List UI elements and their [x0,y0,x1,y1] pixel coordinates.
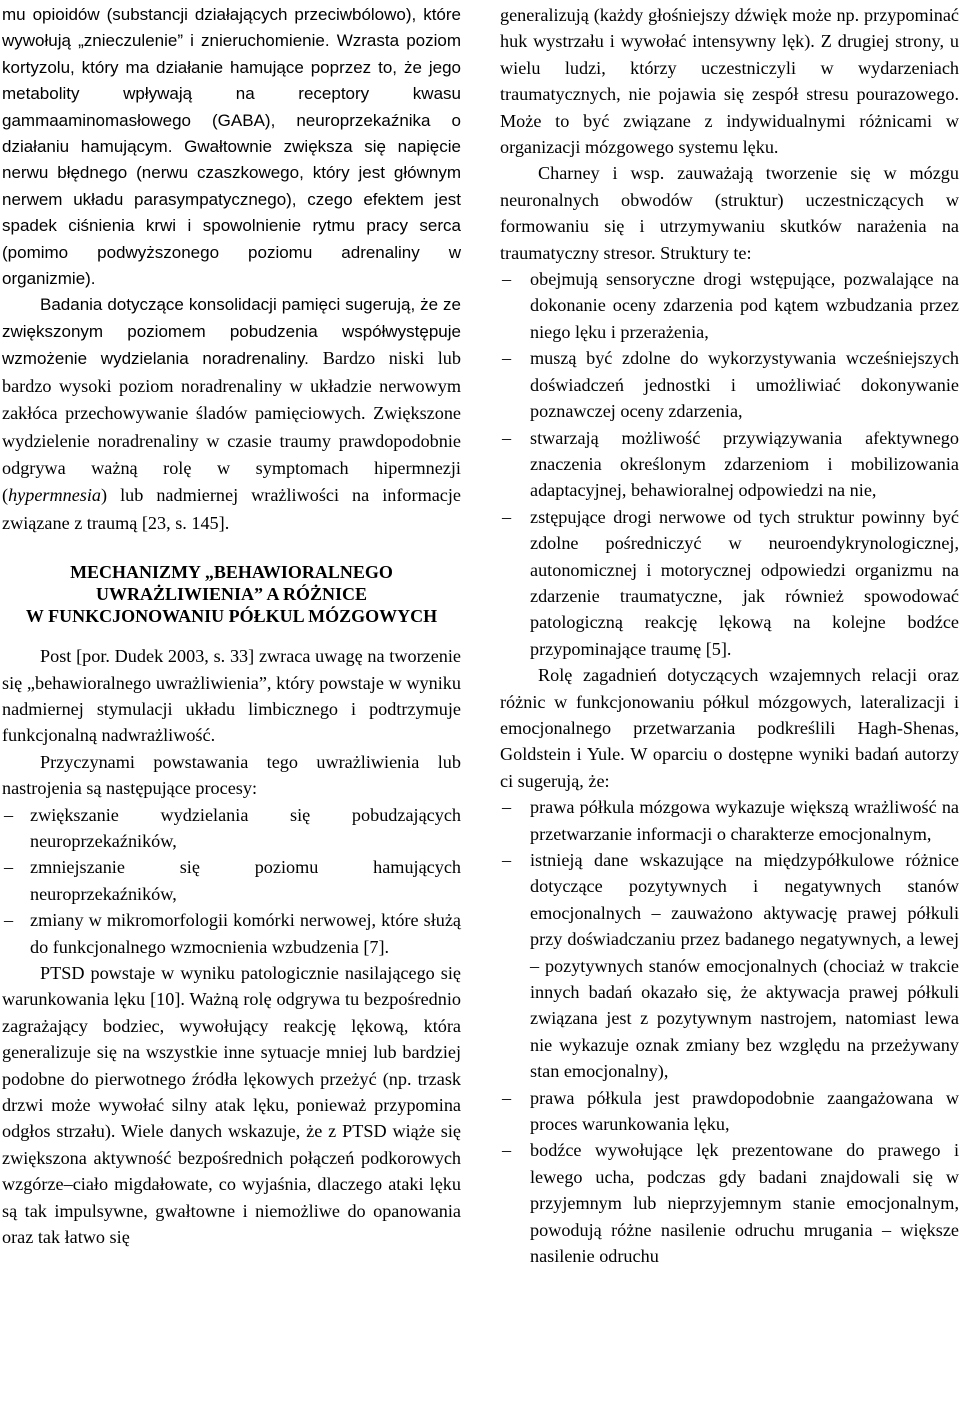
list-item: – prawa półkula mózgowa wykazuje większą wrażliwość na przetwarzanie informacji o charakterze emocjonalnym, [500,794,959,847]
paragraph-post: Post [por. Dudek 2003, s. 33] zwraca uwagę na tworzenie się „behawioralnego uwrażliwienia”, który powstaje w wyniku nadmiernej stymulacji układu limbicznego i podtrzymuje funkcjonalną nadwrażliwość. [2,646,461,746]
section-heading [2,561,461,627]
paragraph-opioids [2,2,461,292]
list-item: – muszą być zdolne do wykorzystywania wcześniejszych doświadczeń jednostki i umożliwiać dokonywanie poznawczej oceny zdarzenia, [500,345,959,424]
list-item: – zwiększanie wydzielania się pobudzających neuroprzekaźników, [2,802,461,855]
list-item: – zmiany w mikromorfologii komórki nerwowej, które służą do funkcjonalnego wzmocnienia wzbudzenia [7]. [2,907,461,960]
paragraph-hemispheres: Rolę zagadnień dotyczących wzajemnych relacji oraz różnic w funkcjonowaniu półkul mózgowych, lateralizacji i emocjonalnego przetwarzania podkreślili Hagh-Shenas, Goldstein i Yule. W oparciu o dostępne wyniki badań autorzy ci sugerują, że: [500,665,959,791]
causes-list [2,802,461,960]
list-item: – zstępujące drogi nerwowe od tych struktur powinny być zdolne pośredniczyć w neuroendykrynologicznej, autonomicznej i motorycznej odpowiedzi organizmu na zdarzenie traumatyczne, jak również spowodować patologiczną reakcję lękową na kolejne bodźce przypominające traumę [5]. [500,504,959,662]
heading-line-3: W FUNKCJONOWANIU PÓŁKUL MÓZGOWYCH [25,606,438,627]
right-column [500,2,959,1270]
list-item: – obejmują sensoryczne drogi wstępujące, pozwalające na dokonanie oceny zdarzenia pod kątem wzbudzania przez niego lęku i przerażenia, [500,266,959,345]
left-column [2,2,461,1250]
heading-line-1: MECHANIZMY „BEHAWIORALNEGO [70,562,393,583]
heading-line-2: UWRAŻLIWIENIA” A RÓŻNICE [95,584,368,605]
paragraph-causes: Przyczynami powstawania tego uwrażliwienia lub nastrojenia są następujące procesy: [2,751,461,799]
paragraph-memory-consolidation [2,292,461,537]
list-item: – bodźce wywołujące lęk prezentowane do prawego i lewego ucha, podczas gdy badani znajdowali się w przyjemnym lub nieprzyjemnym stanie emocjonalnym, powodują różne nasilenie odruchu mrugania – większe nasilenie odruchu [500,1137,959,1269]
list-item: – istnieją dane wskazujące na międzypółkulowe różnice dotyczące pozytywnych i negatywnych stanów emocjonalnych – zauważono aktywację prawej półkuli przy doświadczaniu przez badanego negatywnych, a lewej – pozytywnych stanów emocjonalnych (chociaż w trakcie innych badań okazało się, że aktywacja prawej półkuli związana jest z pozytywnym nastrojem, natomiast lewa nie wykazuje oznak zmiany bez względu na przeżywany stan emocjonalny), [500,847,959,1085]
list-item: – prawa półkula jest prawdopodobnie zaangażowana w proces warunkowania lęku, [500,1085,959,1138]
trauma-reference-text: ) lub nadmiernej wrażliwości na informacje związane z traumą [23, s. 145]. [2,485,461,533]
paragraph-opioids-text: mu opioidów (substancji działających przeciwbólowo), które wywołują „znieczulenie” i znieruchomienie. Wzrasta poziom kortyzolu, który ma działanie hamujące poprzez to, że jego metabolity wpływają na receptory kwasu gammaaminomasłowego (GABA), neuroprzekaźnika o działaniu hamującym. [2,5,461,157]
list-item: – stwarzają możliwość przywiązywania afektywnego znaczenia określonym zdarzeniom i mobilizowania adaptacyjnej, behawioralnej odpowiedzi na nie, [500,425,959,504]
list-item: – zmniejszanie się poziomu hamujących neuroprzekaźników, [2,854,461,907]
hypermnesia-term: hypermnesia [8,485,101,506]
noradrenaline-text: Bardzo niski lub bardzo wysoki poziom noradrenaliny w układzie nerwowym zakłóca przechowywanie śladów pamięciowych. Zwiększone wydzielenie noradrenaliny w czasie traumy prawdopodobnie odgrywa ważną rolę w symptomach hipermnezji ( [2,348,461,506]
structures-list [500,266,959,662]
paragraph-charney: Charney i wsp. zauważają tworzenie się w mózgu neuronalnych obwodów (struktur) uczestniczących w formowaniu się i utrzymywaniu skutków narażenia na traumatyczny stresor. Struktury te: [500,163,959,263]
paragraph-vagus-text: Gwałtownie zwiększa się napięcie nerwu błędnego (nerwu czaszkowego, który jest głównym nerwem układu parasympatycznego), czego efektem jest spadek ciśnienia krwi i spowolnienie rytmu pracy serca (pomimo podwyższonego poziomu adrenaliny w organizmie). [2,137,461,289]
paragraph-memory-serif-text [2,348,461,532]
paragraph-ptsd: PTSD powstaje w wyniku patologicznie nasilającego się warunkowania lęku [10]. Ważną rolę odgrywa tu bezpośrednio zagrażający bodziec, wywołujący reakcję lękową, która generalizuje się na wszystkie inne sytuacje mniej lub bardziej podobne do pierwotnego źródła lękowych przeżyć (np. trzask drzwi może wywołać silny atak lęku, ponieważ przypomina odgłos strzału). Wiele danych wskazuje, że z PTSD wiąże się zwiększona aktywność bezpośrednich połączeń podkorowych wzgórze–ciało migdałowate, co wyjaśnia, dlaczego ataki lęku są tak impulsywne, gwałtowne i niemożliwe do opanowania oraz tak łatwo się [2,963,461,1248]
column-gutter [480,0,481,1413]
hemispheres-list [500,794,959,1269]
paragraph-memory-sans-text: Badania dotyczące konsolidacji pamięci sugerują, że ze zwiększonym poziomem pobudzenia współwystępuje wzmożenie wydzielania noradrenaliny. [2,295,461,369]
paragraph-generalization: generalizują (każdy głośniejszy dźwięk może np. przypominać huk wystrzału i wywołać intensywny lęk). Z drugiej strony, u wielu ludzi, którzy uczestniczyli w wydarzeniach traumatycznych, nie pojawia się zespół stresu pourazowego. Może to być związane z indywidualnymi różnicami w organizacji mózgowego systemu lęku. [500,5,959,158]
